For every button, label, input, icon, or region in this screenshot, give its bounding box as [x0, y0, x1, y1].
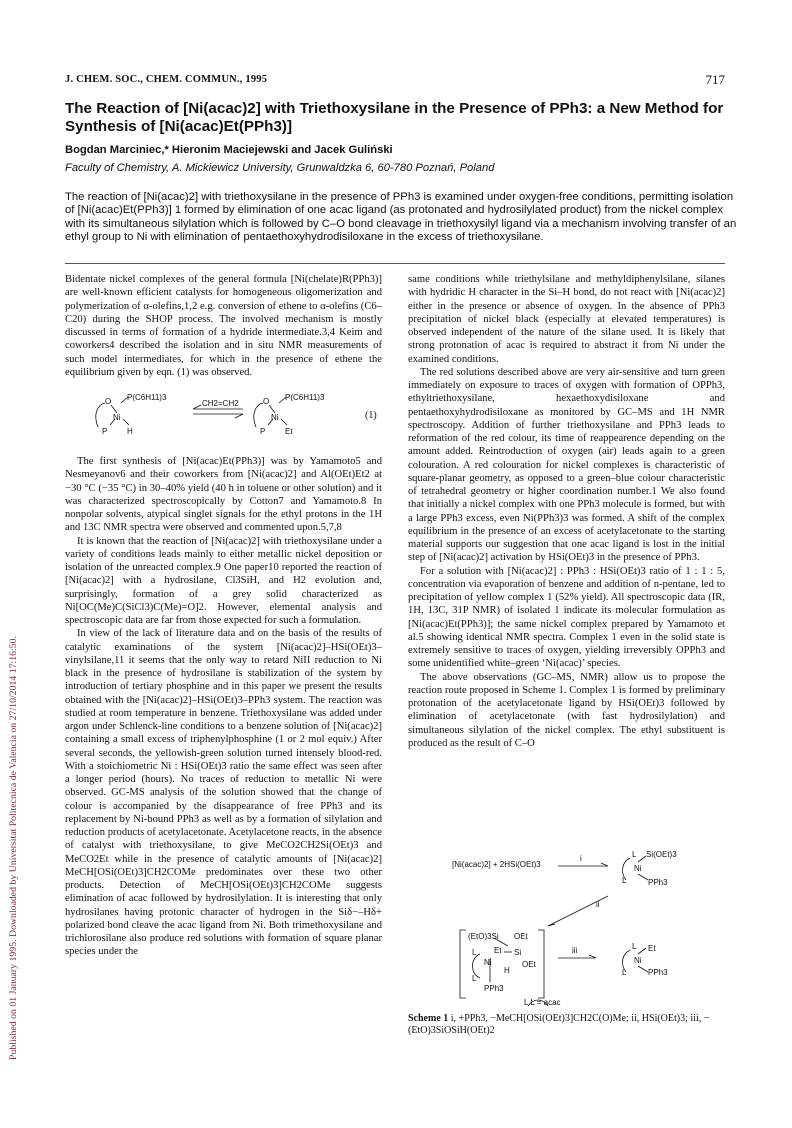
- paragraph: In view of the lack of literature data and on the basis of the results of catalytic examinations of the system [Ni(acac)2]–HSi(OEt)3–vinylsilane,11 it seems that the only way to retard NiII reduction to Ni black in the presence of hydrosilane is stabilization of the system by introduction of tertiary phosphine and in this paper we present the results obtained with the [Ni(acac)2]–HSi(OEt)3–PPh3 system. The reaction was studied at room temperature in benzene. Triethoxysilane was added under argon under Schlenck-line conditions to a benzene solution of [Ni(acac)2] containing a small excess of triphenylphosphine (1 or 2 mol equiv.) After several seconds, the yellowish-green solution turned intensely blood-red. With a stoichiometric Ni : HSi(OEt)3 ratio the same effect was seen after a longer period (hours). No traces of reduction to metallic Ni were observed. GC-MS analysis of the solution showed that the change of colour is accompanied by the disappearance of free PPh3 and its replacement by Ni-bound PPh3 as well as by a formation of silylation and reduction products of acetylacetonate. Acetylacetone reacts, in the absence of catalyst with triethoxysilane, to give MeCO2CH2Si(OEt)3 and MeCO2Et while in the presence of catalytic amounts of [Ni(acac)2] MeCH[OSi(OEt)3]CH2COMe predominates over these two other products. Detection of MeCH[OSi(OEt)3]CH2COMe suggests elimination of acac followed by hydrosilylation. It is interesting that only hydrosilanes having protonic character of hydrogen in the Siδ−–Hδ+ polarized bond cleave the acac ligand from Ni. Both trimethoxysilane and trichlorosilane also produce red solutions with formation of square planar species under the: [65, 628, 382, 958]
- eq-left-o: O: [105, 397, 112, 406]
- eq-left-h: H: [127, 427, 133, 436]
- eq-number: (1): [365, 410, 377, 421]
- eq-left-p: P: [102, 427, 108, 436]
- scheme-prod2-et: Et: [648, 944, 656, 953]
- paragraph: The above observations (GC–MS, NMR) allow us to propose the reaction route proposed in Scheme 1. Complex 1 is formed by preliminary protonation of the acetylacetonate ligand by HSi(OEt)3 followed by elimination of acetylacetonate (with fast hydrosilylation) and simultaneous silylation of the nickel complex. The ethyl substituent is produced as the result of C–O: [408, 671, 725, 749]
- scheme-legend: L L = acac: [524, 998, 561, 1007]
- download-note: Published on 01 January 1995. Downloaded by Universitat Politecnica de Valencia on 27/10/2014 17:16:50.: [8, 635, 19, 1060]
- caption-text: i, +PPh3, −MeCH[OSi(OEt)3]CH2C(O)Me; ii, HSi(OEt)3; iii, −(EtO)3SiOSiH(OEt)2: [408, 1013, 710, 1036]
- scheme-int-oet2: OEt: [522, 960, 536, 969]
- scheme-int-l1: L: [472, 948, 477, 957]
- scheme-step-i: i: [580, 854, 582, 863]
- scheme-int-l2: L: [472, 974, 477, 983]
- eq-right-p: P: [260, 427, 266, 436]
- scheme-prod1-l: L: [632, 850, 637, 859]
- scheme-prod2-ni: Ni: [634, 956, 642, 965]
- scheme-prod1-si: Si(OEt)3: [646, 850, 677, 859]
- eq-right-ni: Ni: [271, 413, 279, 422]
- eq-right-ligand: P(C6H11)3: [285, 393, 325, 402]
- scheme-caption: [408, 1013, 725, 1037]
- scheme-prod1-l2: L: [622, 876, 627, 885]
- scheme-reactants: [Ni(acac)2] + 2HSi(OEt)3: [452, 860, 541, 869]
- scheme-prod2-pph3: PPh3: [648, 968, 668, 977]
- eq-right-et: Et: [285, 427, 293, 436]
- scheme-step-iii: iii: [572, 946, 578, 955]
- author-list: Bogdan Marciniec,* Hieronim Maciejewski and Jacek Guliński: [65, 144, 393, 156]
- page-header: [65, 74, 725, 90]
- paragraph: The first synthesis of [Ni(acac)Et(PPh3)] was by Yamamoto5 and Nesmeyanov6 and their coworkers from [Ni(acac)2] and Al(OEt)Et2 at −30 °C (−35 °C) in 30–40% yield (40 h in toluene or other solution) and it was characterized spectroscopically by Cotton7 and Yamamoto.8 In nonpolar solvents, atypical singlet signals for the ethyl protons in the 1H and 13C NMR spectra were observed and commented upon.5,7,8: [65, 456, 382, 534]
- separator-rule: [65, 263, 725, 264]
- abstract: The reaction of [Ni(acac)2] with triethoxysilane in the presence of PPh3 is examined under oxygen-free conditions, permitting isolation of [Ni(acac)Et(PPh3)] 1 formed by elimination of one acac ligand (as protonated and hydrosilylated product) from the nickel complex with its simultaneous silylation which is followed by C–O bond cleavage in triethoxysilyl ligand via a mechanism involving transfer of an ethyl group to Ni with elimination of pentaethoxyhydrodisiloxane in the excess of triethoxysilane.: [65, 191, 737, 244]
- scheme-prod2-l2: L: [622, 968, 627, 977]
- scheme-structure: [408, 848, 725, 1008]
- paragraph: The red solutions described above are very air-sensitive and turn green immediately on exposure to traces of oxygen with formation of OPPh3, ethyltriethoxysilane, hexaethoxydisiloxane and pentaethoxyhydrodisiloxane as monitored by GC–MS and 1H NMR spectroscopy. Addition of further triethoxysilane and PPh3 leads to reformation of the red colour, its time of reappearence depending on the amount added. Reintroduction of oxygen (air) leads again to a green colouration. A red colouration for nickel complexes is characteristic of square-planar geometry, as opposed to a green–blue colour characteristic of tetrahedral geometry or higher coordination number.1 We also found that initially a nickel complex with one PPh3 molecule is formed, but with a large PPh3 excess, even Ni(PPh3)3 was formed. A shift of the complex equilibrium in the presence of an excess of acetylacetonate to the starting material supports our suggestion that one acac ligand is lost in the initial step of [Ni(acac)2] activation by HSi(OEt)3 in the presence of PPh3.: [408, 366, 725, 564]
- affiliation: Faculty of Chemistry, A. Mickiewicz University, Grunwaldzka 6, 60-780 Poznań, Poland: [65, 162, 495, 174]
- scheme-prod1-pph3: PPh3: [648, 878, 668, 887]
- scheme-int-et: Et: [494, 946, 502, 955]
- scheme-prod1-ni: Ni: [634, 864, 642, 873]
- left-column: [65, 273, 382, 959]
- scheme-1: [408, 848, 725, 1008]
- paragraph: Bidentate nickel complexes of the general formula [Ni(chelate)R(PPh3)] are well-known efficient catalysts for homogeneous oligomerization and polymerization of α-olefins,1,2 e.g. conversion of ethene to α-olefins (C6–C20) during the SHOP process. The involved mechanism is mostly discussed in terms of formation of a hydride intermediate.3,4 Keim and coworkers4 described the isolation and in situ NMR measurements of such model intermediates, for which in the presence of ethene the equilibrium given by eqn. (1) was observed.: [65, 274, 382, 378]
- scheme-int-ni: Ni: [484, 958, 492, 967]
- scheme-step-ii: ii: [596, 900, 600, 909]
- paragraph: same conditions while triethylsilane and methyldiphenylsilane, silanes with hydridic H character in the Si–H bond, do not react with [Ni(acac)2] either in the presence or absence of oxygen. In the absence of PPh3 precipitation of nickel black (especially at elevated temperatures) is observed independent of the nature of the silane used. It is likely that strong protonation of acac is required to abstract it from Ni under the examined conditions.: [408, 274, 725, 365]
- scheme-int-pph3: PPh3: [484, 984, 504, 993]
- scheme-int-eto3si: (EtO)3Si: [468, 932, 499, 941]
- equation-1: [65, 389, 382, 449]
- right-column: [408, 273, 725, 750]
- scheme-int-h: H: [504, 966, 510, 975]
- scheme-prod2-l: L: [632, 942, 637, 951]
- journal-name: J. CHEM. SOC., CHEM. COMMUN., 1995: [65, 74, 268, 85]
- paragraph: For a solution with [Ni(acac)2] : PPh3 : HSi(OEt)3 ratio of 1 : 1 : 5, concentration via evaporation of benzene and addition of n-pentane, led to precipitation of yellow complex 1 (52% yield). All spectroscopic data (IR, 1H, 13C, 31P NMR) of isolated 1 indicate its molecular formulation as [Ni(acac)Et(PPh3)]; the same nickel complex prepared by Yamamoto et al.5 showing identical NMR spectra. Complex 1 even in the solid state is extremely sensitive to traces of oxygen, yielding irreversibly OPPh3 and some unidentified white–green ‘Ni(acac)’ species.: [408, 565, 725, 670]
- paragraph: It is known that the reaction of [Ni(acac)2] with triethoxysilane under a variety of conditions leads mainly to either metallic nickel deposition or isolation of the unreacted complex.9 One paper10 reported the reaction of [Ni(acac)2] with a hydrosilane, Cl3SiH, and H2 evolution and, surprisingly, formation of a grey solid characterized as Ni[OC(Me)C(SiCl3)C(Me)=O]2. However, elemental analysis and spectroscopic data are far from those expected for such a formulation.: [65, 535, 382, 626]
- eq-left-ni: Ni: [113, 413, 121, 422]
- eq-arrow-label: CH2=CH2: [202, 399, 239, 408]
- article-title: The Reaction of [Ni(acac)2] with Triethoxysilane in the Presence of PPh3: a New Method for Synthesis of [Ni(acac)Et(PPh3)]: [65, 100, 724, 135]
- eq-right-o: O: [263, 397, 270, 406]
- scheme-int-si: Si: [514, 948, 522, 957]
- eq-left-ligand: P(C6H11)3: [127, 393, 167, 402]
- page-number: 717: [705, 72, 725, 87]
- scheme-int-oet1: OEt: [514, 932, 528, 941]
- caption-label: Scheme 1: [408, 1013, 449, 1024]
